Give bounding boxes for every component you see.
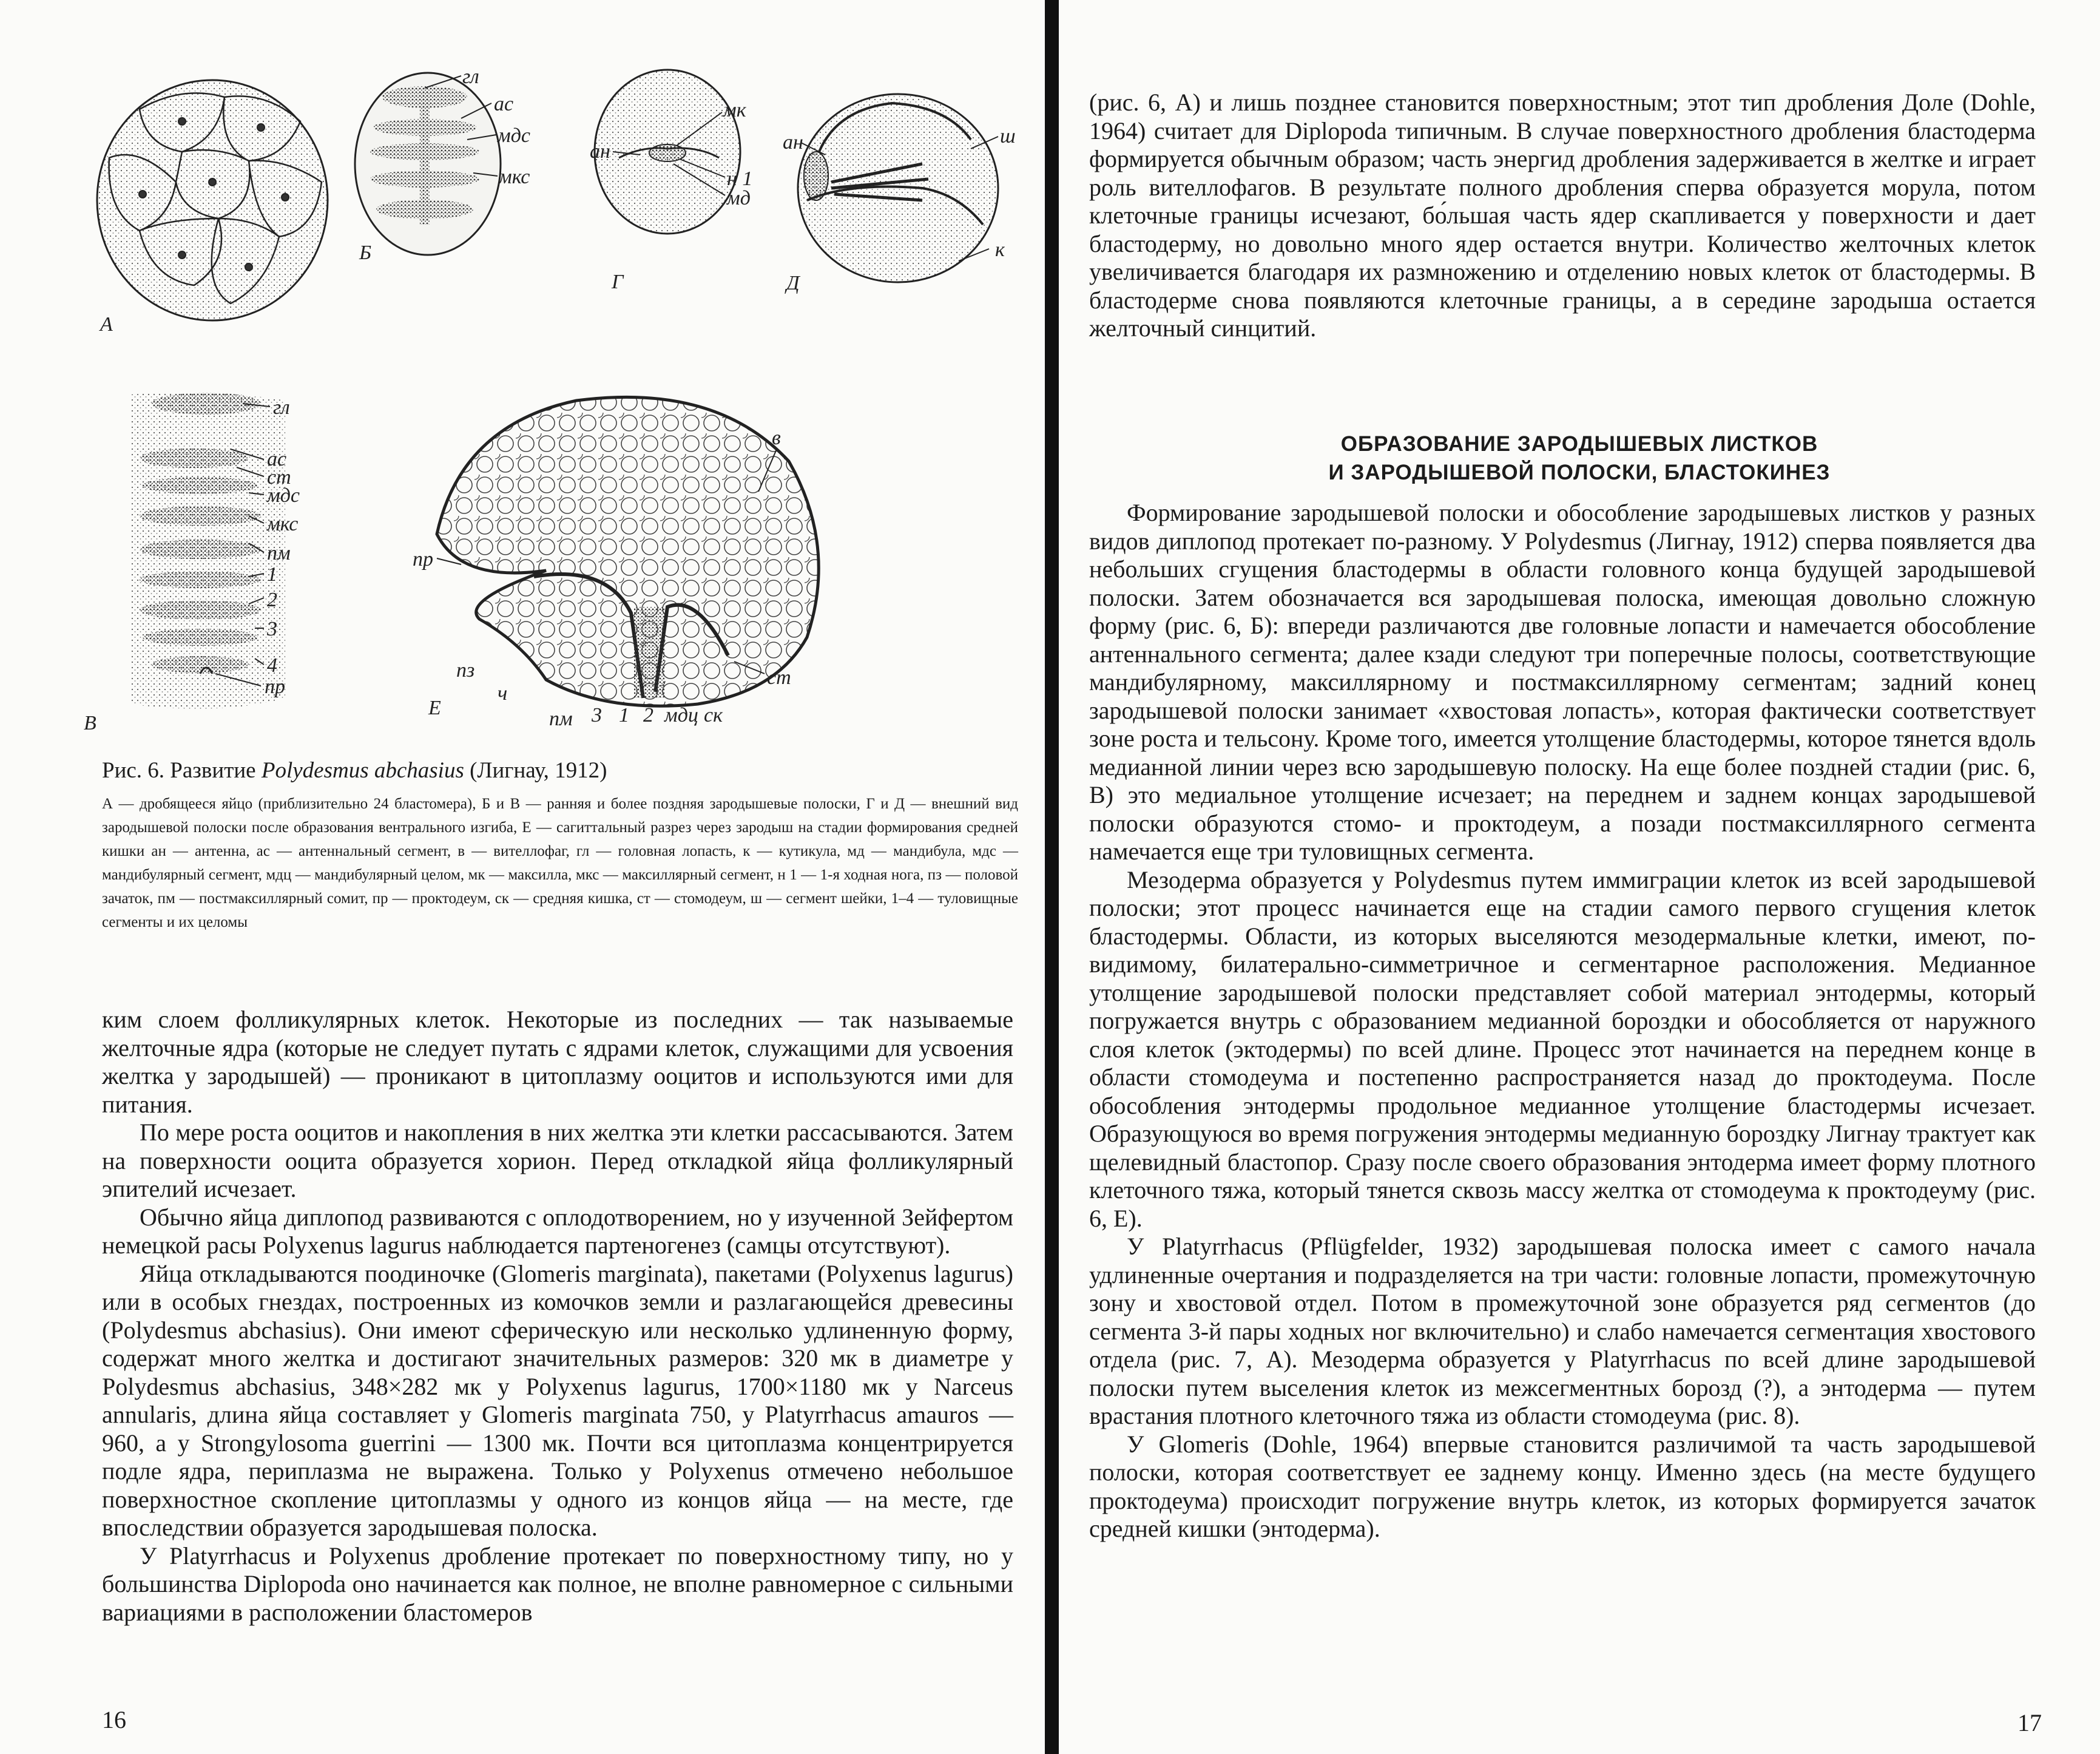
- figure-caption-title: [102, 757, 1012, 784]
- right-paragraph-3: У Platyrrhacus (Pflügfelder, 1932) зародышевая полоска имеет с самого начала удлиненные очертания и подразделяется на три части: головные лопасти, промежуточную зону и хвостовой отдел. Потом в промежуточной зоне образуется ряд сегментов (до сегмента 3-й пары ходных ног включительно) и слабо намечается сегментация хвостового отдела (рис. 7, А). Мезодерма образуется у Platyrrhacus по всей длине зародышевой полоски путем выселения клеток из межсегментных борозд (?), а энтодерма — путем врастания плотного клеточного тяжа из области стомодеума (рис. 8).: [1089, 1233, 2036, 1429]
- label-e-pm: пм: [549, 708, 573, 730]
- label-e-v: в: [772, 427, 781, 449]
- label-e-st: ст: [767, 666, 791, 689]
- left-body-text: [102, 1006, 1013, 1627]
- label-b-as: ас: [494, 93, 514, 115]
- label-d-sh: ш: [1000, 125, 1016, 147]
- label-d-an: ан: [783, 131, 803, 154]
- right-page: [1059, 0, 2100, 1754]
- drawing-a-cleaving-egg: [97, 80, 328, 320]
- left-paragraph-1: ким слоем фолликулярных клеток. Некоторые из последних — так называемые желточные ядра (которые не следует путать с ядрами клеток, служащими для усвоения желтка у зародышей) — проникают в цитоплазму ооцитов и используются ими для питания.: [102, 1006, 1013, 1118]
- label-panel-b: Б: [359, 242, 372, 264]
- caption-prefix: Рис. 6. Развитие: [102, 758, 262, 783]
- right-paragraph-1: Формирование зародышевой полоски и обособление зародышевых листков у разных видов диплопод протекает по-разному. У Polydesmus (Лигнау, 1912) сперва появляется два небольших сгущения бластодермы в области головного конца будущей зародышевой полоски. Затем обозначается вся зародышевая полоска, имеющая довольно сложную форму (рис. 6, Б): впереди различаются две головные лопасти и намечается обособление антеннального сегмента; далее кзади следуют три поперечные полосы, соответствующие мандибулярному, максиллярному и постмаксиллярному сегментам; задний конец зародышевой полоски занимает «хвостовая лопасть», которая фактически соответствует зоне роста и тельсону. Кроме того, имеется утолщение бластодермы, которое тянется вдоль медианной линии через всю зародышевую полоску. На еще более поздней стадии (рис. 6, В) это медиальное утолщение исчезает; на переднем и заднем концах зародышевой полоски образуются стомо- и проктодеум, а позади постмаксиллярного сегмента намечается еще три туловищных сегмента.: [1089, 499, 2036, 865]
- left-paragraph-3: Обычно яйца диплопод развиваются с оплодотворением, но у изученной Зейфертом немецкой расы Polyxenus lagurus наблюдается партеногенез (самцы отсутствуют).: [102, 1203, 1013, 1259]
- caption-suffix: (Лигнау, 1912): [464, 758, 607, 783]
- figure-legend: А — дробящееся яйцо (приблизительно 24 бластомера), Б и В — ранняя и более поздняя зародышевые полоски, Г и Д — внешний вид зародышевой полоски после образования вентрального изгиба, Е — сагиттальный разрез через зародыш на стадии формирования средней кишки ан — антенна, ас — антеннальный сегмент, в — вителлофаг, гл — головная лопасть, к — кутикула, мд — мандибула, мдс — мандибулярный сегмент, мдц — мандибулярный целом, мк — максилла, мкс — максиллярный сегмент, н 1 — 1-я ходная нога, пз — половой зачаток, пм — постмаксиллярный сомит, пр — проктодеум, ск — средняя кишка, ст — стомодеум, ш — сегмент шейки, 1–4 — туловищные сегменты и их целомы: [102, 796, 1018, 930]
- label-panel-e: Е: [428, 697, 441, 719]
- right-paragraph-top: (рис. 6, А) и лишь позднее становится поверхностным; этот тип дробления Доле (Dohle, 1964) считает для Diplopoda типичным. В случае поверхностного дробления бластодерма формируется обычным образом; часть энергид дробления задерживается в желтке и играет роль вителлофагов. В результате полного дробления сперва образуется морула, потом клеточные границы исчезают, бо́льшая часть ядер скапливается у поверхности и дает бластодерму, но довольно много ядер остается внутри. Количество желточных клеток увеличивается благодаря их размножению и отделению новых клеток от бластодермы. В бластодерме снова появляются клеточные границы, а в середине зародыша остается желточный синцитий.: [1089, 89, 2036, 342]
- label-g-an: ан: [590, 140, 610, 163]
- label-v-pm: пм: [267, 542, 291, 564]
- label-b-gl: гл: [462, 66, 479, 88]
- drawing-d-lateral-view: [798, 94, 998, 282]
- label-v-as: ас: [267, 448, 287, 470]
- label-v-mds: мдс: [267, 484, 300, 507]
- label-v-st: ст: [267, 466, 291, 489]
- label-e-pz: пз: [456, 659, 475, 682]
- label-panel-d: Д: [786, 272, 800, 294]
- right-body-main: [1089, 499, 2036, 1543]
- section-heading-line-2: И ЗАРОДЫШЕВОЙ ПОЛОСКИ, БЛАСТОКИНЕЗ: [1328, 461, 1831, 484]
- label-v-2: 2: [267, 589, 277, 611]
- label-g-n1: н 1: [727, 168, 753, 190]
- label-b-mds: мдс: [498, 124, 530, 147]
- figure-drawings: [0, 0, 1045, 753]
- label-d-k: к: [995, 239, 1005, 261]
- label-v-pr: пр: [265, 676, 285, 698]
- section-heading-line-1: ОБРАЗОВАНИЕ ЗАРОДЫШЕВЫХ ЛИСТКОВ: [1340, 432, 1818, 456]
- label-v-3: 3: [267, 618, 277, 640]
- left-paragraph-4: Яйца откладываются поодиночке (Glomeris marginata), пакетами (Polyxenus lagurus) или в особых гнездах, построенных из комочков земли и разлагающейся древесины (Polydesmus abchasius). Они имеют сферическую или несколько удлиненную форму, содержат много желтка и достигают значительных размеров: 320 мк в диаметре у Polydesmus abchasius, 348×282 мк у Polyxenus lagurus, 1700×1180 мк у Narceus annularis, длина яйца составляет у Glomeris marginata 750, у Platyrrhacus amauros — 960, а у Strongylosoma guerrini — 1300 мк. Почти вся цитоплазма концентрируется подле ядра, периплазма не выражена. Только у Polyxenus отмечено небольшое поверхностное скопление цитоплазмы у одного из концов яйца — на месте, где впоследствии образуется зародышевая полоска.: [102, 1259, 1013, 1541]
- label-e-pr: пр: [413, 548, 433, 571]
- label-panel-g: Г: [612, 271, 624, 293]
- caption-species: Polydesmus abchasius: [261, 758, 464, 783]
- right-paragraph-2: Мезодерма образуется у Polydesmus путем иммиграции клеток из всей зародышевой полоски; этот процесс начинается еще на стадии самого первого сгущения клеток бластодермы. Области, из которых выселяются мезодермальные клетки, имеют, по-видимому, билатерально-симметричное и сегментарное расположения. Медианное утолщение зародышевой полоски представляет собой материал энтодермы, который погружается внутрь с образованием медианной бороздки и обособляется от наружного слоя клеток (эктодермы) по всей длине. Процесс этот начинается на переднем конце в области стомодеума и постепенно распространяется назад до проктодеума. После обособления энтодермы продольное медианное утолщение бластодермы исчезает. Образующуюся во время погружения энтодермы медианную бороздку Лигнау трактует как щелевидный бластопор. Сразу после своего образования энтодерма имеет форму плотного клеточного тяжа, который тянется сквозь массу желтка от стомодеума к проктодеуму (рис. 6, Е).: [1089, 865, 2036, 1232]
- label-v-gl: гл: [273, 396, 290, 419]
- label-e-3: 3: [592, 704, 602, 726]
- left-paragraph-5: У Platyrrhacus и Polyxenus дробление протекает по поверхностному типу, но у большинства Diplopoda оно начинается как полное, не вполне равномерное с сильными вариациями в расположении бластомеров: [102, 1542, 1013, 1626]
- label-panel-v: В: [84, 712, 96, 734]
- drawing-e-sagittal-section: [437, 397, 819, 706]
- label-e-2: 2: [643, 704, 653, 726]
- left-paragraph-2: По мере роста ооцитов и накопления в них желтка эти клетки рассасываются. Затем на поверхности ооцита образуется хорион. Перед откладкой яйца фолликулярный эпителий исчезает.: [102, 1119, 1013, 1202]
- label-e-sk: ск: [704, 704, 723, 726]
- label-g-md: мд: [727, 187, 751, 209]
- page-number-right: 17: [2017, 1709, 2042, 1736]
- left-page: [0, 0, 1045, 1754]
- label-e-mdc: мдц: [664, 704, 698, 726]
- label-v-mks: мкс: [267, 513, 299, 535]
- label-v-4: 4: [267, 654, 277, 677]
- right-paragraph-4: У Glomeris (Dohle, 1964) впервые становится различимой та часть зародышевой полоски, которая соответствует ее заднему концу. Именно здесь (на месте будущего проктодеума) происходит погружение внутрь клеток, из которых формируется зачаток средней кишки (энтодерма).: [1089, 1430, 2036, 1542]
- right-body-top: [1089, 89, 2036, 343]
- page-number-left: 16: [102, 1706, 126, 1733]
- book-gutter: [1045, 0, 1059, 1754]
- label-panel-a: А: [100, 313, 113, 336]
- label-b-mks: мкс: [499, 166, 530, 188]
- drawing-b-early-germ-band: [355, 73, 501, 255]
- label-e-ch: ч: [498, 682, 508, 705]
- label-v-1: 1: [267, 563, 277, 586]
- figure-6: [0, 0, 1045, 753]
- label-e-1: 1: [619, 704, 629, 726]
- label-g-mk: мк: [723, 99, 746, 121]
